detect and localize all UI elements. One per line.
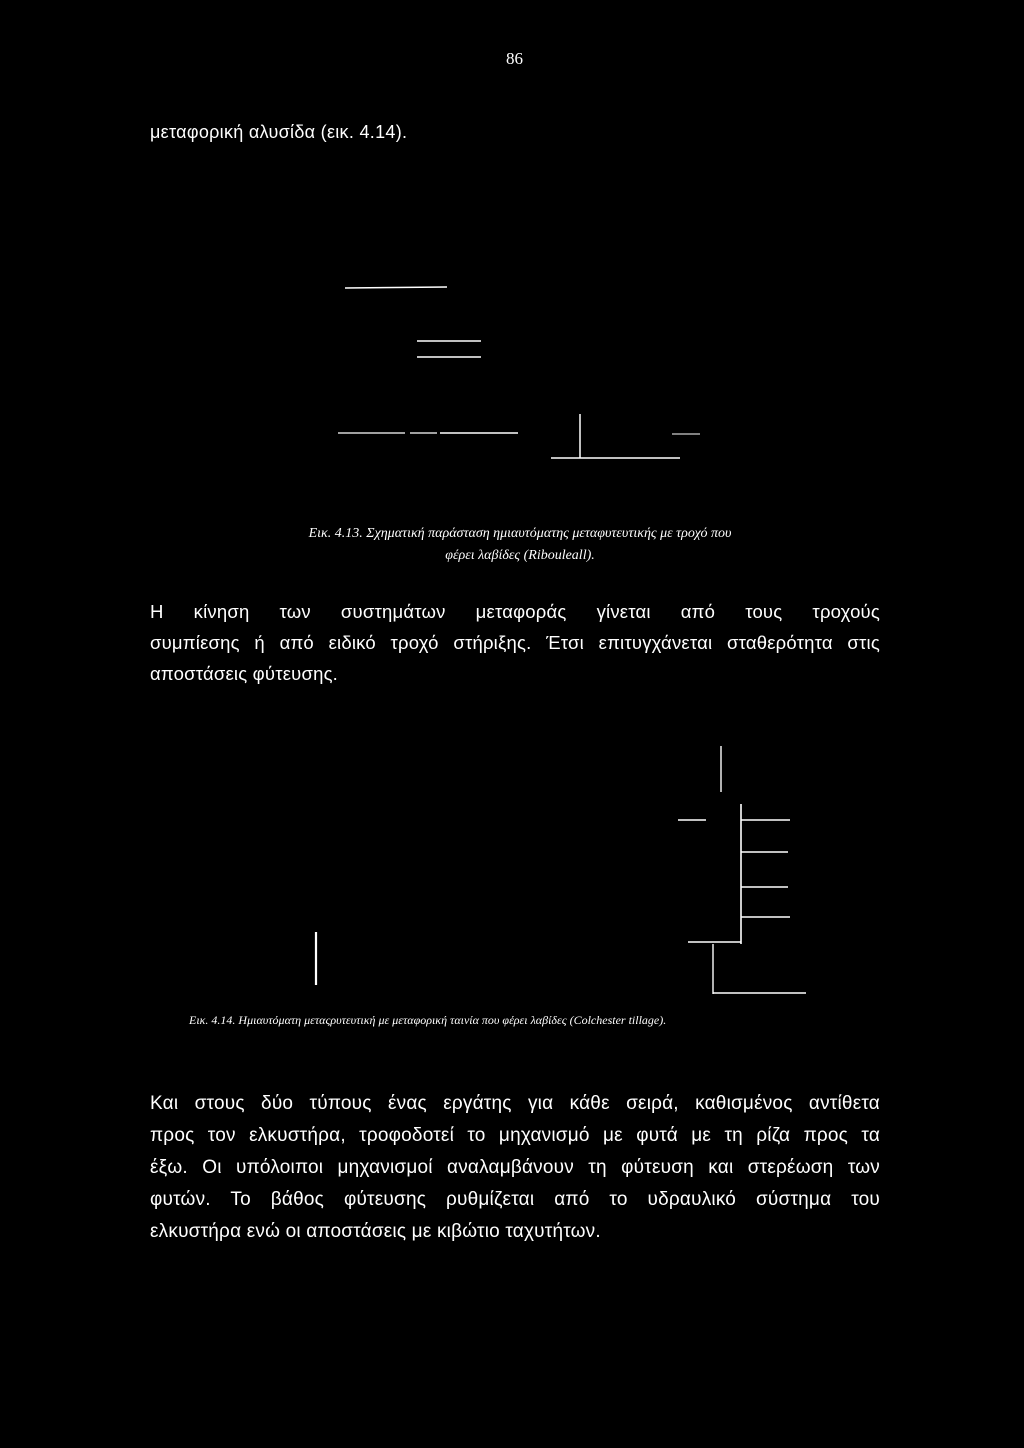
paragraph-2-line: ελκυστήρα ενώ οι αποστάσεις με κιβώτιο ταχυτήτων. [150,1221,601,1242]
intro-text-line: μεταφορική αλυσίδα (εικ. 4.14). [150,122,408,142]
paragraph-1-line: αποστάσεις φύτευσης. [150,663,339,684]
paragraph-2-line: Και στους δύο τύπους ένας εργάτης για κάθε σειρά, καθισμένος αντίθετα [150,1093,880,1114]
paragraph-2-line: έξω. Οι υπόλοιποι μηχανισμοί αναλαμβάνουν τη φύτευση και στερέωση των [150,1157,880,1178]
paragraph-2 [150,1088,880,1248]
paragraph-2-line: προς τον ελκυστήρα, τροφοδοτεί το μηχανισμό με φυτά με τη ρίζα προς τα [150,1125,880,1146]
paragraph-1-line: Η κίνηση των συστημάτων μεταφοράς γίνεται από τους τροχούς [150,601,880,622]
figure-4-13-lines [338,287,700,458]
figure-4-13-caption-line-2: φέρει λαβίδες (Ribouleall). [445,548,595,563]
figure-4-14-lines [316,746,806,994]
paragraph-1-line: συμπίεσης ή από ειδικό τροχό στήριξης. Έτσι επιτυγχάνεται σταθερότητα στις [150,632,880,653]
paragraph-1 [150,596,880,689]
figure-4-14-caption: Εικ. 4.14. Ημιαυτόματη μεταςρυτευτική με μεταφορική ταινία που φέρει λαβίδες (Colchester tillage). [189,1013,667,1027]
page-number: 86 [506,49,523,68]
paragraph-2-line: φυτών. Το βάθος φύτευσης ρυθμίζεται από το υδραυλικό σύστημα του [150,1189,880,1210]
figure-4-13-caption-line-1: Εικ. 4.13. Σχηματική παράσταση ημιαυτόματης μεταφυτευτικής με τροχό που [308,526,732,541]
